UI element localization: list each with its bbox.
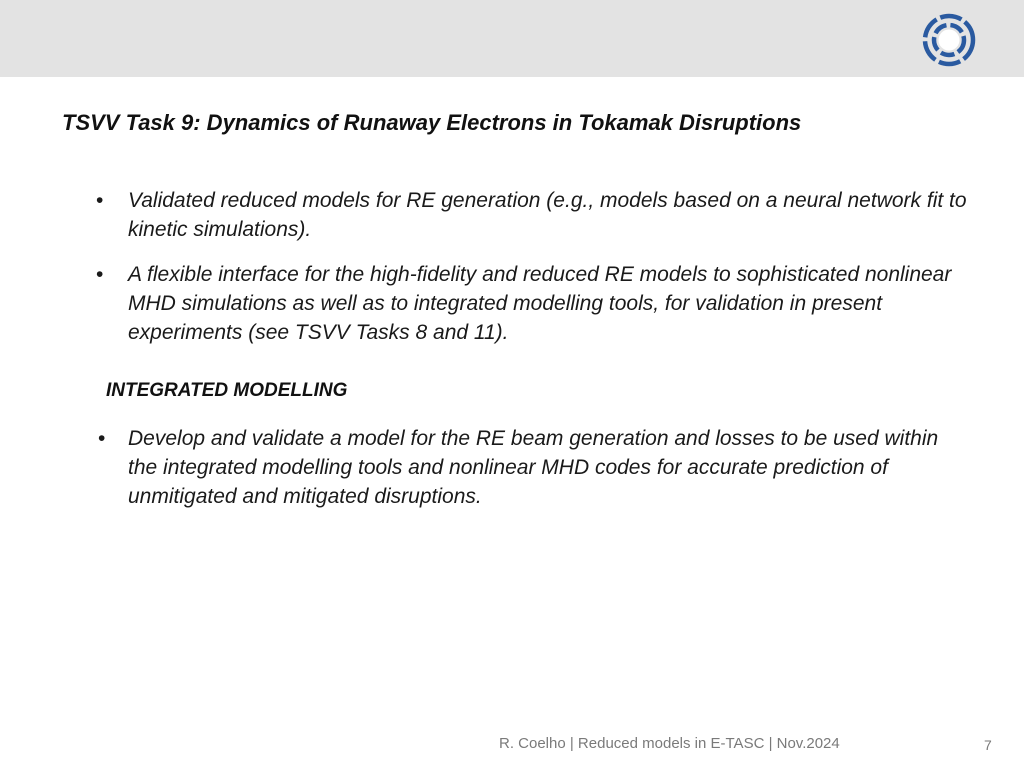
section-heading: INTEGRATED MODELLING — [106, 380, 348, 401]
bullet-item — [92, 186, 972, 244]
bullet-dot: • — [98, 427, 106, 450]
bullet-item — [92, 424, 972, 511]
tokamak-ring-logo-icon — [921, 12, 977, 68]
header-band — [0, 0, 1024, 77]
bullet-text: Validated reduced models for RE generation (e.g., models based on a neural network fit to kinetic simulations). — [128, 189, 967, 241]
section-bullet-list — [92, 424, 972, 511]
page-number: 7 — [984, 737, 992, 753]
bullet-dot: • — [96, 263, 104, 286]
bullet-list — [92, 186, 972, 347]
bullet-item — [92, 260, 972, 347]
bullet-text: A flexible interface for the high-fidelity and reduced RE models to sophisticated nonlinear MHD simulations as well as to integrated modelling tools, for validation in present experiments (see TSVV Tasks 8 and 11). — [128, 263, 952, 344]
slide-title: TSVV Task 9: Dynamics of Runaway Electrons in Tokamak Disruptions — [62, 110, 802, 135]
footer-text: R. Coelho | Reduced models in E-TASC | Nov.2024 — [499, 735, 840, 752]
bullet-dot: • — [96, 189, 104, 212]
bullet-text: Develop and validate a model for the RE beam generation and losses to be used within the integrated modelling tools and nonlinear MHD codes for accurate prediction of unmitigated and mitigated disruptions. — [128, 427, 939, 508]
